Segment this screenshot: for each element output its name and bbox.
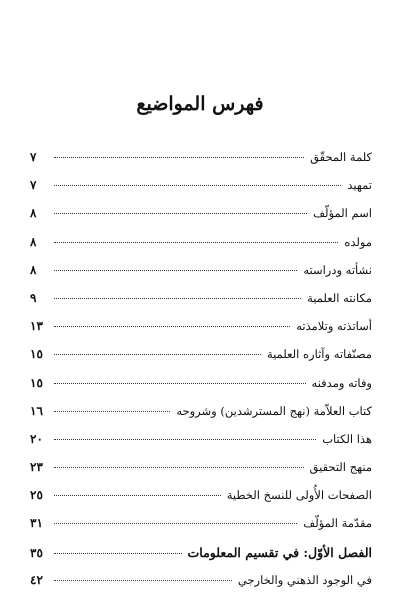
toc-entry [30,573,372,601]
toc-entry [30,347,372,375]
toc-entry-label: كلمة المحقّق [310,150,372,164]
dot-leader [54,242,338,243]
toc-entry-page-number: ٤٢ [30,572,43,587]
toc-entry-label: اسم المؤلّف [313,206,372,221]
toc-entry-page-number: ١٥ [30,375,43,390]
toc-entry-label: كتاب العلاّمة (نهج المسترشدين) وشروحه [176,403,372,418]
dot-leader [54,213,307,214]
toc-entry-label: هذا الكتاب [322,431,372,446]
dot-leader [54,523,297,524]
dot-leader [54,553,182,554]
dot-leader [54,185,341,186]
toc-entry-label: منهج التحقيق [309,460,372,475]
toc-entry-label: الفصل الأوّل: في تقسيم المعلومات [187,544,372,560]
toc-entry-page-number: ١٥ [30,347,43,362]
toc-entry [30,263,372,291]
toc-entry-page-number: ٨ [30,206,37,221]
toc-entry-label: أساتذته وتلامذته [296,319,372,334]
toc-entry [30,291,372,319]
dot-leader [54,495,221,496]
toc-entry [30,376,372,404]
toc-entry-page-number: ٣٥ [30,545,43,560]
toc-entry [30,235,372,263]
toc-entry-label: وفاته ومدفنه [311,375,372,390]
toc-entry-page-number: ٩ [30,290,37,305]
toc-entry-label: في الوجود الذهني والخارجي [237,572,372,587]
toc-entry-label: مقدّمة المؤلّف [303,516,372,531]
toc-entry [30,545,372,573]
toc-entry-page-number: ١٦ [30,403,43,418]
dot-leader [54,298,301,299]
toc-entry-label: مولده [344,234,372,249]
toc-entry-page-number: ٢٣ [30,460,43,475]
dot-leader [54,157,304,158]
toc-entry-label: تمهيد [347,178,372,193]
dot-leader [54,383,306,384]
toc-entry [30,206,372,234]
toc-entry [30,404,372,432]
toc-entry-page-number: ٨ [30,262,37,277]
dot-leader [54,270,297,271]
dot-leader [54,411,170,412]
toc-entry-label: مكانته العلمية [307,290,372,305]
toc-entry-page-number: ١٣ [30,319,43,334]
toc-entry-page-number: ٨ [30,234,37,249]
toc-entry [30,178,372,206]
toc-entry-page-number: ٧ [30,150,37,164]
toc-entry [30,460,372,488]
toc-entry-label: نشأته ودراسته [303,262,372,277]
toc-entry [30,516,372,544]
dot-leader [54,467,304,468]
toc-entry-page-number: ٢٥ [30,488,43,503]
toc-list [30,150,372,601]
dot-leader [54,326,290,327]
toc-entry [30,150,372,178]
toc-entry-label: الصفحات الأُولى للنسخ الخطية [226,488,372,503]
toc-entry-page-number: ٧ [30,178,37,193]
dot-leader [54,439,316,440]
toc-entry-page-number: ٢٠ [30,431,43,446]
toc-entry [30,432,372,460]
toc-entry-label: مصنّفاته وآثاره العلمية [267,347,372,362]
toc-entry [30,488,372,516]
toc-entry [30,319,372,347]
toc-entry-page-number: ٣١ [30,516,43,531]
dot-leader [54,580,232,581]
page-title: فهرس المواضيع [136,93,264,115]
dot-leader [54,354,261,355]
